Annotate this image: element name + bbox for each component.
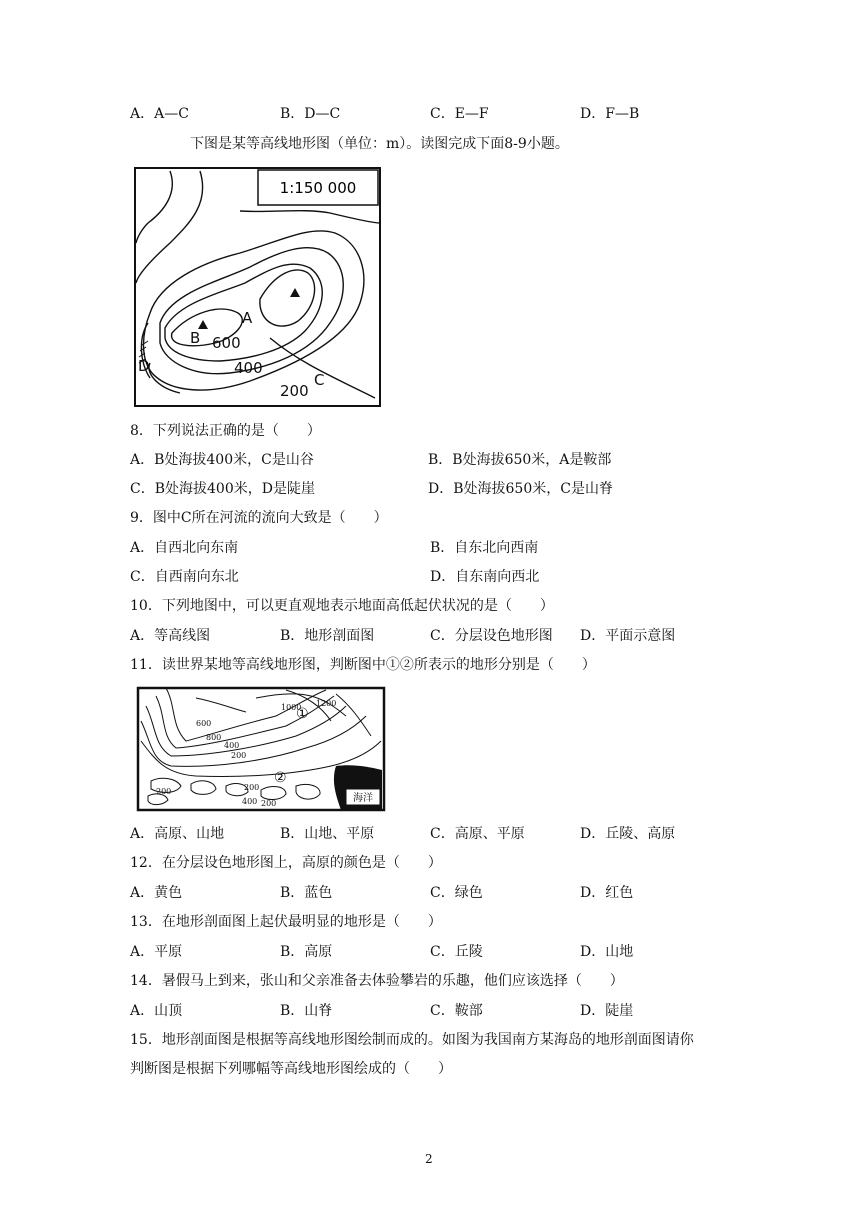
q11-stem: 11．读世界某地等高线地形图，判断图中①②所表示的地形分别是（ ） [130,657,596,673]
q10-option-a: A．等高线图 [130,628,211,644]
map-scale: 1:150 000 [279,179,357,197]
q9-option-b: B．自东北向西南 [430,540,539,556]
map-label-a: A [242,309,253,327]
contour-200-label-map2: 200 [231,751,247,760]
q14-option-a: A．山顶 [130,1003,183,1019]
q9-option-c: C．自西南向东北 [130,569,239,585]
q8-option-d: D．B处海拔650米，C是山脊 [428,481,613,497]
q7-option-b: B．D—C [280,106,341,122]
contour-200-label: 200 [280,382,309,400]
contour-800-label: 800 [206,733,222,742]
world-contour-map-figure [136,686,386,812]
q12-option-c: C．绿色 [430,885,483,901]
map-label-d: D [138,357,150,375]
ocean-label: 海洋 [353,793,373,804]
q13-stem: 13．在地形剖面图上起伏最明显的地形是（ ） [130,914,442,930]
contour-1000-label: 1000 [281,703,302,712]
q10-option-b: B．地形剖面图 [280,628,375,644]
q15-stem-line2: 判断图是根据下列哪幅等高线地形图绘成的（ ） [130,1061,452,1077]
q14-option-b: B．山脊 [280,1003,333,1019]
q12-option-a: A．黄色 [130,885,183,901]
q7-option-a: A．A—C [130,106,189,122]
contour-200d-label: 200 [156,787,172,796]
q9-option-a: A．自西北向东南 [130,540,239,556]
contour-600-label-map2: 600 [196,719,212,728]
contour-600-label: 600 [212,334,241,352]
q11-option-a: A．高原、山地 [130,826,225,842]
q13-option-d: D．山地 [580,944,634,960]
q8-option-b: B．B处海拔650米，A是鞍部 [428,452,612,468]
q13-option-b: B．高原 [280,944,333,960]
q8-option-c: C．B处海拔400米，D是陡崖 [130,481,315,497]
q12-stem: 12．在分层设色地形图上，高原的颜色是（ ） [130,855,442,871]
q12-option-b: B．蓝色 [280,885,333,901]
q12-option-d: D．红色 [580,885,634,901]
q10-stem: 10．下列地图中，可以更直观地表示地面高低起伏状况的是（ ） [130,598,554,614]
q14-stem: 14．暑假马上到来，张山和父亲准备去体验攀岩的乐趣，他们应该选择（ ） [130,973,624,989]
marker-2: ② [274,770,287,786]
q10-option-c: C．分层设色地形图 [430,628,553,644]
q9-stem: 9．图中C所在河流的流向大致是（ ） [130,510,388,526]
q11-option-b: B．山地、平原 [280,826,375,842]
q11-option-d: D．丘陵、高原 [580,826,676,842]
map-label-c: C [314,371,325,389]
q9-option-d: D．自东南向西北 [430,569,540,585]
q15-stem-line1: 15．地形剖面图是根据等高线地形图绘制而成的。如图为我国南方某海岛的地形剖面图请你 [130,1032,694,1048]
page-number: 2 [425,1152,433,1166]
q13-option-a: A．平原 [130,944,183,960]
contour-1200-label: 1200 [316,699,337,708]
q14-option-d: D．陡崖 [580,1003,634,1019]
q14-option-c: C．鞍部 [430,1003,483,1019]
q8-option-a: A．B处海拔400米，C是山谷 [130,452,314,468]
q7-option-c: C．E—F [430,106,489,122]
marker-1: ① [296,706,309,722]
q11-option-c: C．高原、平原 [430,826,525,842]
map-label-b: B [190,329,201,347]
q10-option-d: D．平面示意图 [580,628,676,644]
q8-stem: 8．下列说法正确的是（ ） [130,423,321,439]
contour-400-label: 400 [234,359,263,377]
intro-8-9: 下图是某等高线地形图（单位：m）。读图完成下面8-9小题。 [190,136,569,152]
q13-option-c: C．丘陵 [430,944,483,960]
contour-400b-label: 400 [242,797,258,806]
contour-200c-label: 200 [261,799,277,808]
contour-map-figure [130,163,385,411]
contour-400-label-map2: 400 [224,741,240,750]
q7-option-d: D．F—B [580,106,640,122]
contour-200b-label: 200 [244,783,260,792]
